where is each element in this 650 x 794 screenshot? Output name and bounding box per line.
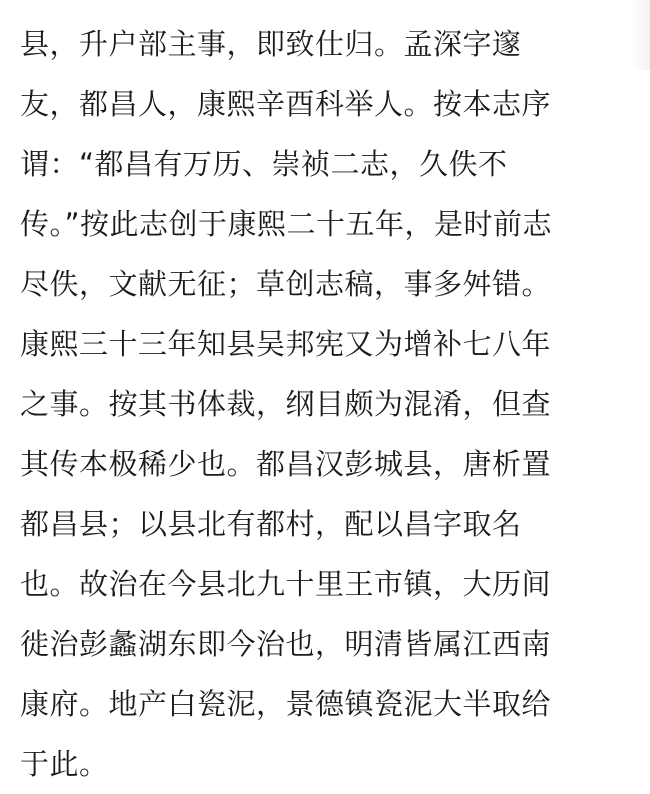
text-line: 谓：“都昌有万历、崇祯二志，久佚不 (20, 147, 508, 181)
text-line: 康府。地产白瓷泥，景德镇瓷泥大半取给 (20, 687, 552, 721)
text-line: 县，升户部主事，即致仕归。孟深字邃 (20, 27, 522, 61)
text-line: 康熙三十三年知县吴邦宪又为增补七八年 (20, 327, 552, 361)
edge-shadow (632, 0, 650, 70)
text-line: 传。”按此志创于康熙二十五年，是时前志 (20, 207, 553, 241)
text-line: 友，都昌人，康熙辛酉科举人。按本志序 (20, 87, 552, 121)
text-line: 于此。 (20, 747, 109, 781)
text-line: 也。故治在今县北九十里王市镇，大历间 (20, 567, 552, 601)
text-line: 其传本极稀少也。都昌汉彭城县，唐析置 (20, 447, 552, 481)
text-line: 徙治彭蠡湖东即今治也，明清皆属江西南 (20, 627, 552, 661)
article-text (20, 14, 640, 794)
text-line: 都昌县；以县北有都村，配以昌字取名 (20, 507, 522, 541)
text-line: 尽佚，文献无征；草创志稿，事多舛错。 (20, 267, 552, 301)
text-line: 之事。按其书体裁，纲目颇为混淆，但查 (20, 387, 552, 421)
